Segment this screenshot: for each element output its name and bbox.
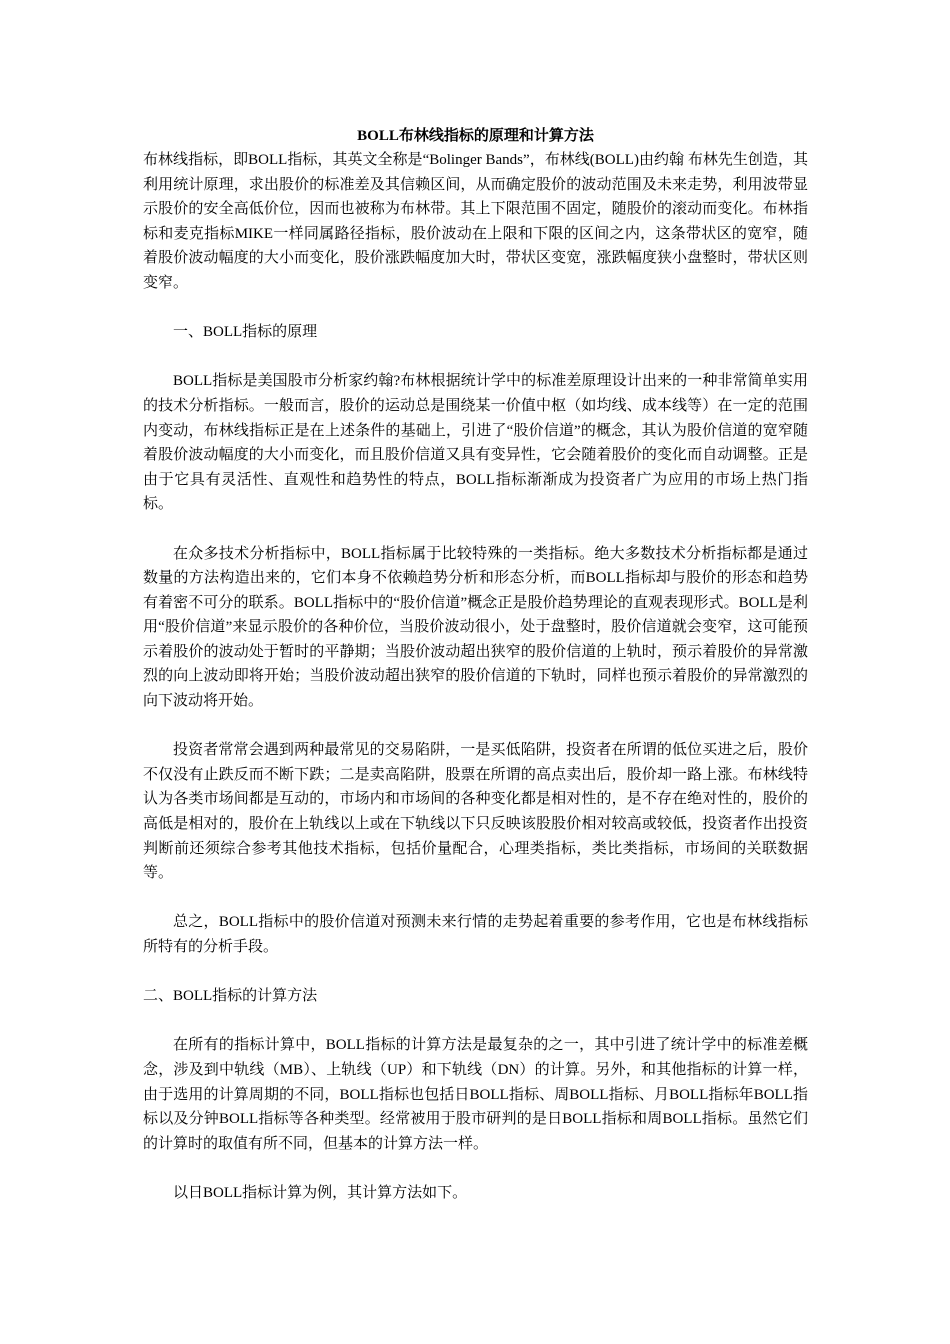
section1-paragraph-2: 在众多技术分析指标中，BOLL指标属于比较特殊的一类指标。绝大多数技术分析指标都是通过数量的方法构造出来的，它们本身不依赖趋势分析和形态分析，而BOLL指标却与股价的形态和趋势有着密不可分的联系。BOLL指标中的“股价信道”概念正是股价趋势理论的直观表现形式。BOLL是利用“股价信道”来显示股价的各种价位，当股价波动很小，处于盘整时，股价信道就会变窄，这可能预示着股价的波动处于暂时的平静期；当股价波动超出狭窄的股价信道的上轨时，预示着股价的异常激烈的向上波动即将开始；当股价波动超出狭窄的股价信道的下轨时，同样也预示着股价的异常激烈的向下波动将开始。 (143, 545, 808, 710)
paragraph-spacer (143, 296, 808, 321)
document-title: BOLL布林线指标的原理和计算方法 (357, 128, 594, 144)
paragraph-spacer (143, 517, 808, 542)
paragraph-spacer (143, 1156, 808, 1181)
section1-paragraph-3: 投资者常常会遇到两种最常见的交易陷阱，一是买低陷阱，投资者在所谓的低位买进之后，股价不仅没有止跌反而不断下跌；二是卖高陷阱，股票在所谓的高点卖出后，股价却一路上涨。布林线特认为各类市场间都是互动的，市场内和市场间的各种变化都是相对性的，是不存在绝对性的，股价的高低是相对的，股价在上轨线以上或在下轨线以下只反映该股股价相对较高或较低，投资者作出投资判断前还须综合参考其他技术指标，包括价量配合，心理类指标，类比类指标，市场间的关联数据等。 (143, 742, 808, 882)
intro-paragraph: 布林线指标，即BOLL指标，其英文全称是“Bolinger Bands”，布林线(BOLL)由约翰 布林先生创造，其利用统计原理，求出股价的标准差及其信赖区间，从而确定股价的波动范围及未来走势，利用波带显示股价的安全高低价位，因而也被称为布林带。其上下限范围不固定，随股价的滚动而变化。布林指标和麦克指标MIKE一样同属路径指标，股价波动在上限和下限的区间之内，这条带状区的宽窄，随着股价波动幅度的大小而变化，股价涨跌幅度加大时，带状区变宽，涨跌幅度狭小盘整时，带状区则变窄。 (143, 152, 808, 291)
paragraph-spacer (143, 960, 808, 985)
paragraph-spacer (143, 1009, 808, 1034)
paragraph-spacer (143, 714, 808, 739)
section2-paragraph-2: 以日BOLL指标计算为例，其计算方法如下。 (173, 1184, 468, 1201)
paragraph-spacer (143, 886, 808, 911)
section2-heading: 二、BOLL指标的计算方法 (143, 988, 318, 1005)
section1-paragraph-4: 总之，BOLL指标中的股价信道对预测未来行情的走势起着重要的参考作用，它也是布林线指标所特有的分析手段。 (143, 914, 808, 955)
section2-paragraph-1: 在所有的指标计算中，BOLL指标的计算方法是最复杂的之一，其中引进了统计学中的标准差概念，涉及到中轨线（MB）、上轨线（UP）和下轨线（DN）的计算。另外，和其他指标的计算一样，由于选用的计算周期的不同，BOLL指标也包括日BOLL指标、周BOLL指标、月BOLL指标年BOLL指标以及分钟BOLL指标等各种类型。经常被用于股市研判的是日BOLL指标和周BOLL指标。虽然它们的计算时的取值有所不同，但基本的计算方法一样。 (143, 1037, 808, 1152)
document-page (143, 124, 808, 1206)
section1-heading: 一、BOLL指标的原理 (173, 324, 318, 341)
paragraph-spacer (143, 345, 808, 370)
section1-paragraph-1: BOLL指标是美国股市分析家约翰?布林根据统计学中的标准差原理设计出来的一种非常简单实用的技术分析指标。一般而言，股价的运动总是围绕某一价值中枢（如均线、成本线等）在一定的范围内变动，布林线指标正是在上述条件的基础上，引进了“股价信道”的概念，其认为股价信道的宽窄随着股价波动幅度的大小而变化，而且股价信道又具有变异性，它会随着股价的变化而自动调整。正是由于它具有灵活性、直观性和趋势性的特点，BOLL指标渐渐成为投资者广为应用的市场上热门指标。 (143, 373, 808, 513)
